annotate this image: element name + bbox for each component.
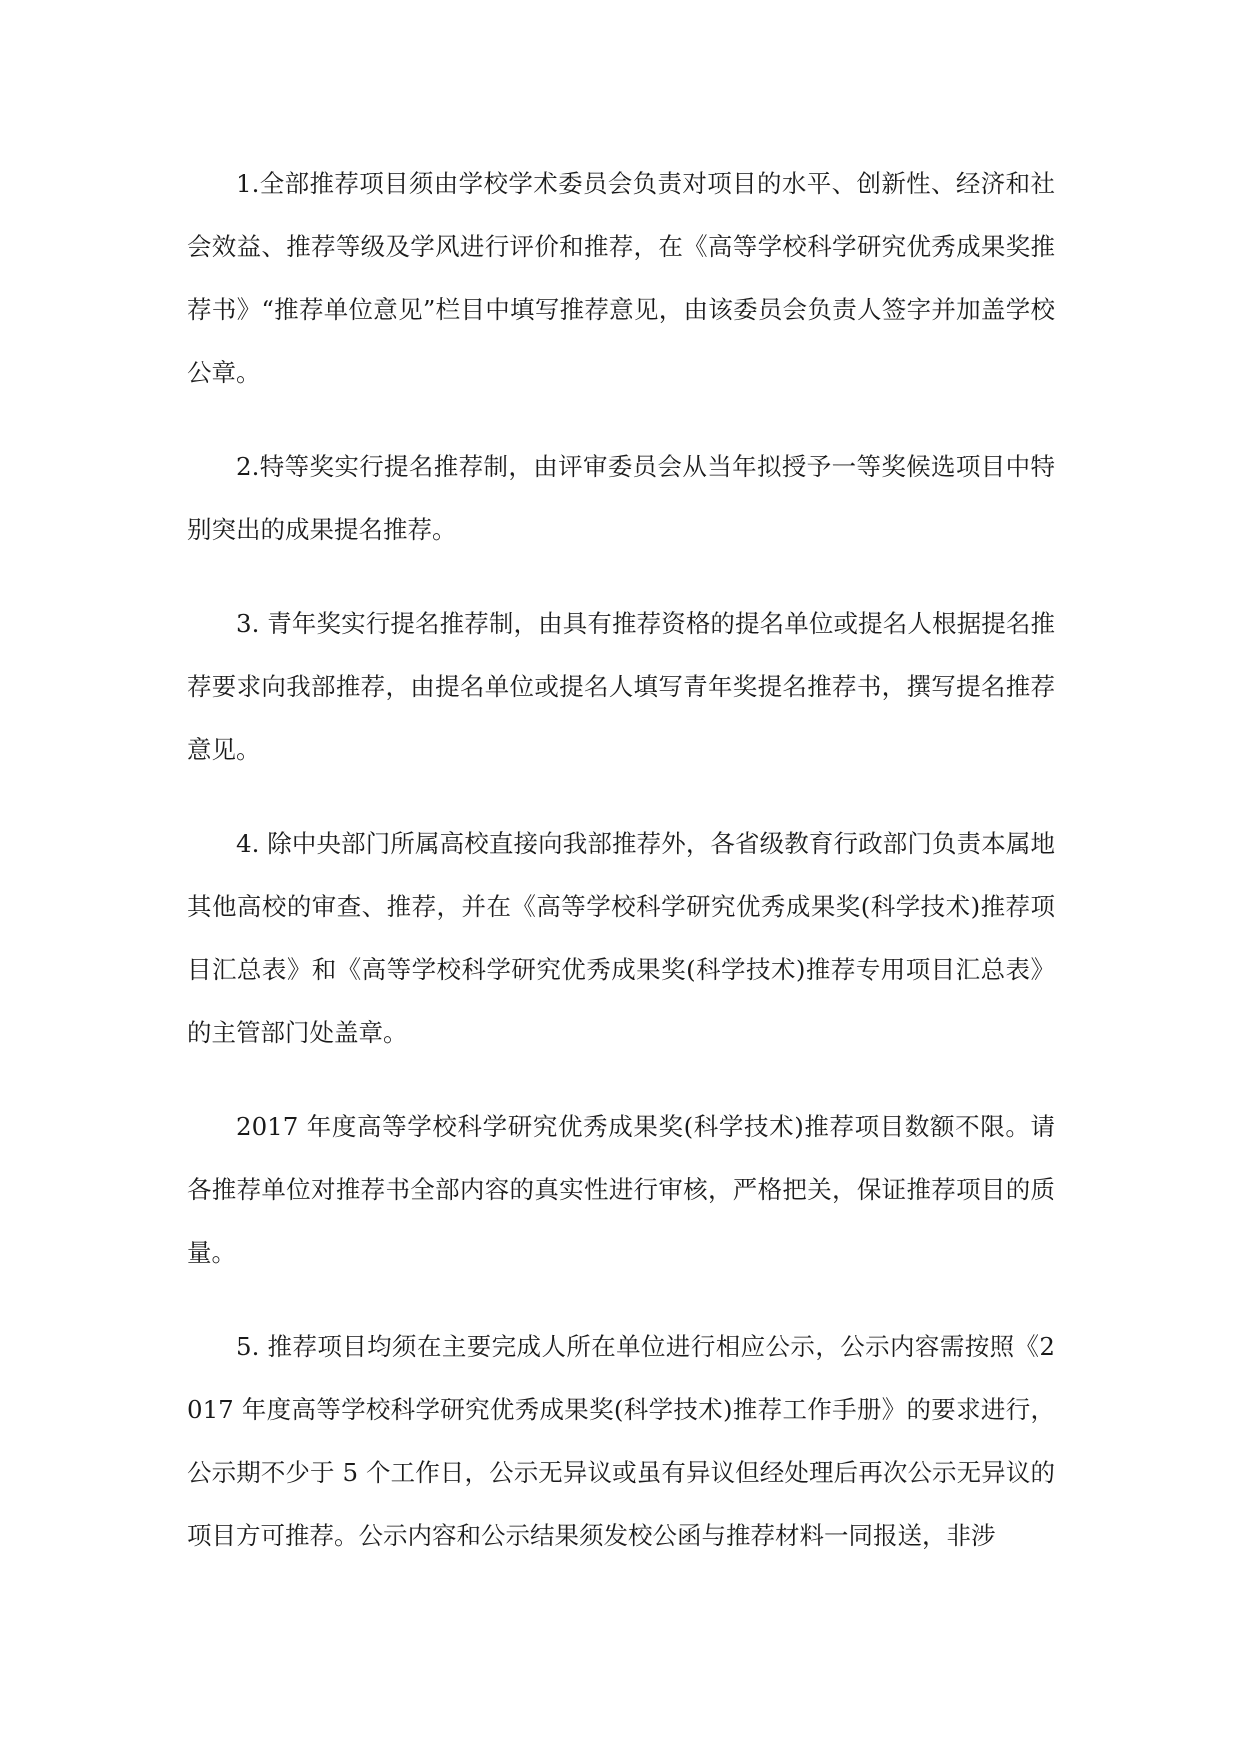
paragraph-item-3: 3. 青年奖实行提名推荐制，由具有推荐资格的提名单位或提名人根据提名推荐要求向我部推荐，由提名单位或提名人填写青年奖提名推荐书，撰写提名推荐意见。 — [187, 609, 1055, 764]
paragraph-item-4: 4. 除中央部门所属高校直接向我部推荐外，各省级教育行政部门负责本属地其他高校的审查、推荐，并在《高等学校科学研究优秀成果奖(科学技术)推荐项目汇总表》和《高等学校科学研究优秀成果奖(科学技术)推荐专用项目汇总表》的主管部门处盖章。 — [187, 829, 1055, 1047]
paragraph-item-2: 2.特等奖实行提名推荐制，由评审委员会从当年拟授予一等奖候选项目中特别突出的成果提名推荐。 — [187, 452, 1055, 544]
paragraph-item-1: 1.全部推荐项目须由学校学术委员会负责对项目的水平、创新性、经济和社会效益、推荐等级及学风进行评价和推荐，在《高等学校科学研究优秀成果奖推荐书》“推荐单位意见”栏目中填写推荐意见，由该委员会负责人签字并加盖学校公章。 — [187, 169, 1055, 387]
paragraph-item-5: 5. 推荐项目均须在主要完成人所在单位进行相应公示，公示内容需按照《2017 年度高等学校科学研究优秀成果奖(科学技术)推荐工作手册》的要求进行，公示期不少于 5 个工作日，公示无异议或虽有异议但经处理后再次公示无异议的项目方可推荐。公示内容和公示结果须发校公函与推荐材料一同报送，非涉 — [187, 1332, 1055, 1550]
document-body — [187, 152, 1055, 1598]
paragraph-quota-note: 2017 年度高等学校科学研究优秀成果奖(科学技术)推荐项目数额不限。请各推荐单位对推荐书全部内容的真实性进行审核，严格把关，保证推荐项目的质量。 — [187, 1112, 1055, 1267]
